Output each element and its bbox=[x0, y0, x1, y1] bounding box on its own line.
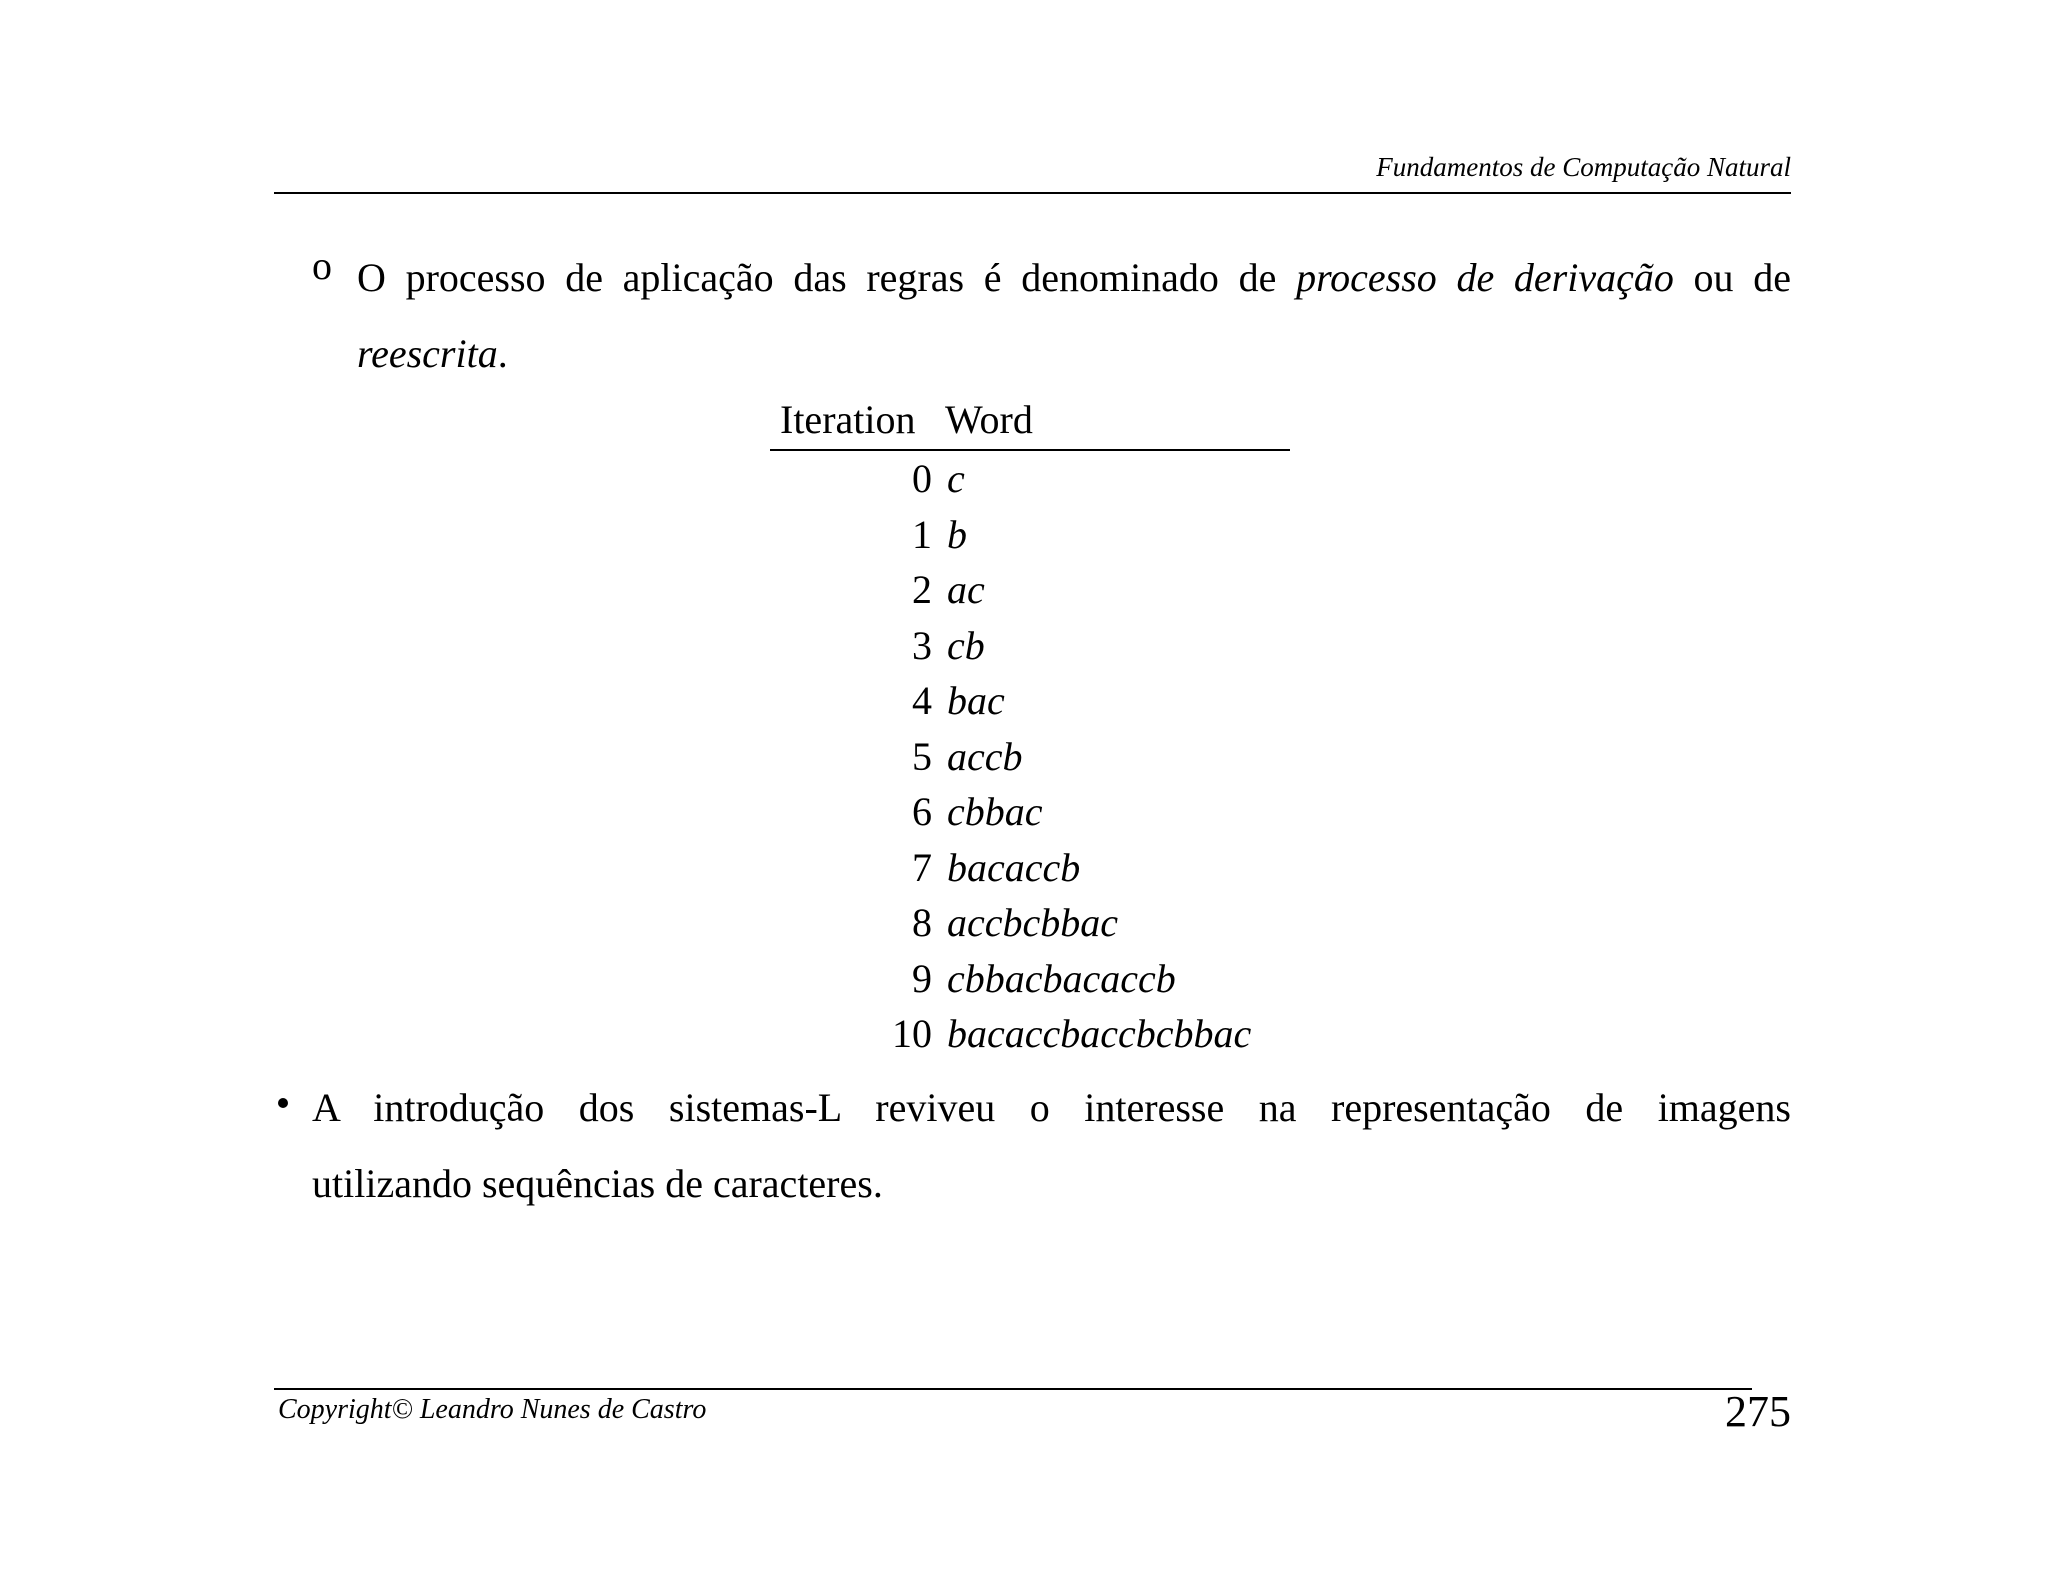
iteration-cell: 8 bbox=[912, 900, 932, 945]
word-cell: bac bbox=[947, 678, 1005, 723]
word-cell: accbcbbac bbox=[947, 900, 1119, 945]
table-row bbox=[770, 895, 1570, 951]
emphasis-rewriting: reescrita bbox=[357, 331, 498, 376]
iteration-cell: 5 bbox=[912, 733, 932, 779]
table-row bbox=[770, 729, 1570, 785]
table-row bbox=[770, 562, 1570, 618]
column-header-iteration: Iteration bbox=[780, 397, 916, 442]
table-body bbox=[770, 451, 1570, 1062]
header-title: Fundamentos de Computação Natural bbox=[1376, 152, 1791, 182]
iteration-cell: 2 bbox=[912, 567, 932, 612]
footer-divider bbox=[274, 1388, 1752, 1390]
paragraph-l-systems bbox=[312, 1070, 1791, 1222]
table-row bbox=[770, 507, 1570, 563]
paragraph-line: utilizando sequências de caracteres. bbox=[312, 1161, 883, 1206]
word-cell: bacaccbaccbcbbac bbox=[947, 1011, 1252, 1056]
paragraph-line: A introdução dos sistemas-L reviveu o interesse na representação de imagens bbox=[312, 1085, 1791, 1130]
table-row bbox=[770, 451, 1570, 507]
word-cell: c bbox=[947, 456, 965, 501]
iteration-cell: 7 bbox=[912, 844, 932, 890]
table-row bbox=[770, 673, 1570, 729]
table-row bbox=[770, 618, 1570, 674]
table-row bbox=[770, 840, 1570, 896]
paragraph-text: ou de bbox=[1673, 255, 1791, 300]
word-cell: bacaccb bbox=[947, 844, 1081, 890]
page-number: 275 bbox=[1725, 1387, 1791, 1436]
iteration-cell: 1 bbox=[912, 511, 932, 557]
paragraph-text: O processo de aplicação das regras é denominado de bbox=[357, 255, 1297, 300]
iteration-cell: 6 bbox=[912, 789, 932, 834]
bullet-dot-icon bbox=[278, 1098, 288, 1108]
word-cell: accb bbox=[947, 733, 1023, 779]
iteration-cell: 4 bbox=[912, 678, 932, 723]
iteration-cell: 10 bbox=[892, 1011, 932, 1056]
word-cell: b bbox=[947, 511, 967, 557]
word-cell: ac bbox=[947, 567, 985, 612]
word-cell: cb bbox=[947, 622, 985, 668]
header-divider bbox=[274, 192, 1791, 194]
iteration-cell: 3 bbox=[912, 622, 932, 668]
footer-copyright: Copyright© Leandro Nunes de Castro bbox=[278, 1394, 707, 1425]
table-row bbox=[770, 1006, 1570, 1062]
paragraph-text: . bbox=[497, 331, 508, 376]
hollow-bullet-icon: o bbox=[312, 243, 332, 288]
word-cell: cbbacbacaccb bbox=[947, 955, 1176, 1001]
table-row bbox=[770, 784, 1570, 840]
emphasis-derivation: processo de derivação bbox=[1296, 255, 1674, 300]
iteration-cell: 0 bbox=[912, 456, 932, 501]
word-cell: cbbac bbox=[947, 789, 1043, 834]
table-row bbox=[770, 951, 1570, 1007]
column-header-word: Word bbox=[945, 397, 1033, 442]
paragraph-derivation bbox=[357, 240, 1791, 392]
iteration-cell: 9 bbox=[912, 955, 932, 1001]
